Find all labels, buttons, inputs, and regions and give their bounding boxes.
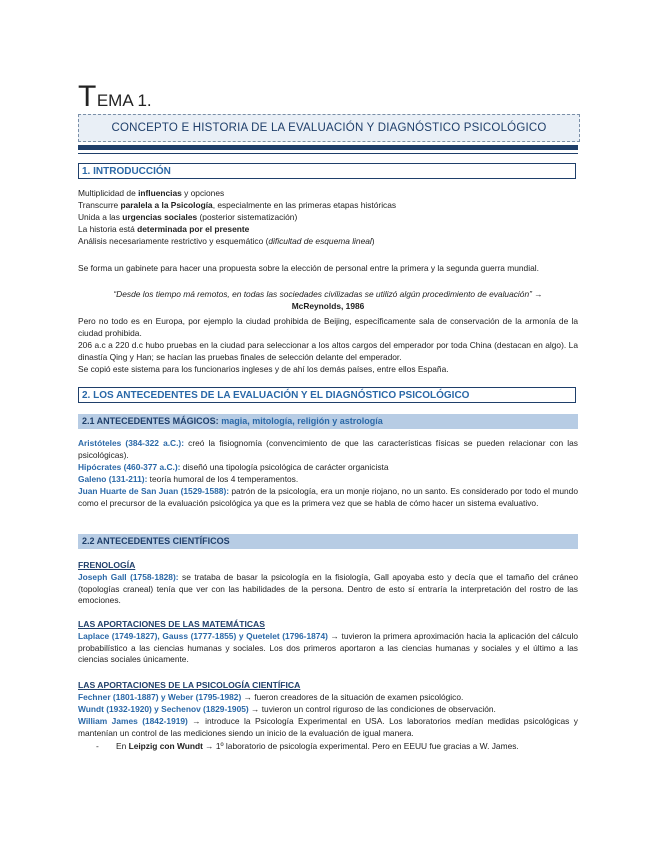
item-hipocrates: Hipócrates (460-377 a.C.): diseñó una tipología psicológica de carácter organicista <box>78 462 389 472</box>
item-gall: Joseph Gall (1758-1828): se trataba de basar la psicología en la fisiología, Gall apoyaba esto y decía que el tamaño del cráneo (topologías craneal) tenía que ver con las habilidades de la persona. Dentro de esto sí entraría la interpretación del rostro de las emociones. <box>78 572 578 606</box>
intro-paragraph-dinastia: 206 a.c a 220 d.c hubo pruebas en la ciudad para seleccionar a los altos cargos del emperador por toda China (destacan en algo). La dinastía Qing y Han; se hacían las pruebas finales de selección delante del emperador. <box>78 340 578 362</box>
intro-paragraph-copia: Se copió este sistema para los funcionarios ingleses y de ahí los demás países, entre ellos España. <box>78 364 449 374</box>
page-title <box>78 80 152 114</box>
heading-frenologia: FRENOLOGÍA <box>78 560 136 570</box>
item-fechner-weber: Fechner (1801-1887) y Weber (1795-1982) → fueron creadores de la situación de examen psicológico. <box>78 692 464 702</box>
bullet-leipzig: En Leipzig con Wundt → 1º laboratorio de psicología experimental. Pero en EEUU fue gracias a W. James. <box>116 741 519 751</box>
heading-psicologia-cientifica: LAS APORTACIONES DE LA PSICOLOGÍA CIENTÍFICA <box>78 680 301 690</box>
intro-quote: “Desde los tiempo má remotos, en todas las sociedades civilizadas se utilizó algún procedimiento de evaluación” → <box>113 289 543 299</box>
quote-author: McReynolds, 1986 <box>291 301 365 311</box>
heading-matematicas: LAS APORTACIONES DE LAS MATEMÁTICAS <box>78 619 265 629</box>
divider-thin <box>78 153 578 154</box>
intro-paragraph-beijing: Pero no todo es en Europa, por ejemplo la ciudad prohibida de Beijing, específicamente sala de conservación de la armonía de la ciudad prohibida. <box>78 316 578 338</box>
item-aristoteles: Aristóteles (384-322 a.C.): creó la fisiognomía (convencimiento de que las características físicas se pueden relacionar con las psicológicas). <box>78 438 578 460</box>
subsection-antecedentes-cientificos: 2.2 ANTECEDENTES CIENTÍFICOS <box>78 534 578 549</box>
title-initial: T <box>78 80 97 113</box>
intro-line-5: Análisis necesariamente restrictivo y esquemático (dificultad de esquema lineal) <box>78 236 375 246</box>
item-william-james: William James (1842-1919) → introduce la Psicología Experimental en USA. Los laboratorios medían medidas psicológicas y mantenían un control de las mediciones siendo un inicio de la evaluación de igual manera. <box>78 716 578 738</box>
item-laplace-gauss-quetelet: Laplace (1749-1827), Gauss (1777-1855) y Quetelet (1796-1874) → tuvieron la primera aproximación hacia la aplicación del cálculo probabilístico a las ciencias humanas y sociales. Los dos primeros aportaron a las ciencias humanas y sociales y el último a las ciencias sociales únicamente. <box>78 631 578 665</box>
divider-thick <box>78 145 578 150</box>
subtitle-box: CONCEPTO E HISTORIA DE LA EVALUACIÓN Y DIAGNÓSTICO PSICOLÓGICO <box>78 114 580 142</box>
item-galeno: Galeno (131-211): teoría humoral de los 4 temperamentos. <box>78 474 299 484</box>
section-heading-introduccion: 1. INTRODUCCIÓN <box>78 163 576 179</box>
section-heading-antecedentes: 2. LOS ANTECEDENTES DE LA EVALUACIÓN Y EL DIAGNÓSTICO PSICOLÓGICO <box>78 387 576 403</box>
intro-line-1: Multiplicidad de influencias y opciones <box>78 188 225 198</box>
subsection-antecedentes-magicos: 2.1 ANTECEDENTES MÁGICOS: magia, mitología, religión y astrología <box>78 414 578 429</box>
bullet-dash: - <box>96 741 99 751</box>
intro-line-2: Transcurre paralela a la Psicología, especialmente en las primeras etapas históricas <box>78 200 397 210</box>
item-huarte: Juan Huarte de San Juan (1529-1588): patrón de la psicología, era un monje riojano, no un santo. Es considerado por todo el mundo como el precursor de la evaluación psicológica ya que es la primera vez que se habla de cómo hacer un sistema evaluativo. <box>78 486 578 508</box>
intro-paragraph-gabinete: Se forma un gabinete para hacer una propuesta sobre la elección de personal entre la primera y la segunda guerra mundial. <box>78 263 539 273</box>
intro-line-4: La historia está determinada por el presente <box>78 224 250 234</box>
item-wundt-sechenov: Wundt (1932-1920) y Sechenov (1829-1905) → tuvieron un control riguroso de las condiciones de observación. <box>78 704 496 714</box>
title-rest: EMA 1. <box>96 91 152 110</box>
intro-line-3: Unida a las urgencias sociales (posterior sistematización) <box>78 212 298 222</box>
